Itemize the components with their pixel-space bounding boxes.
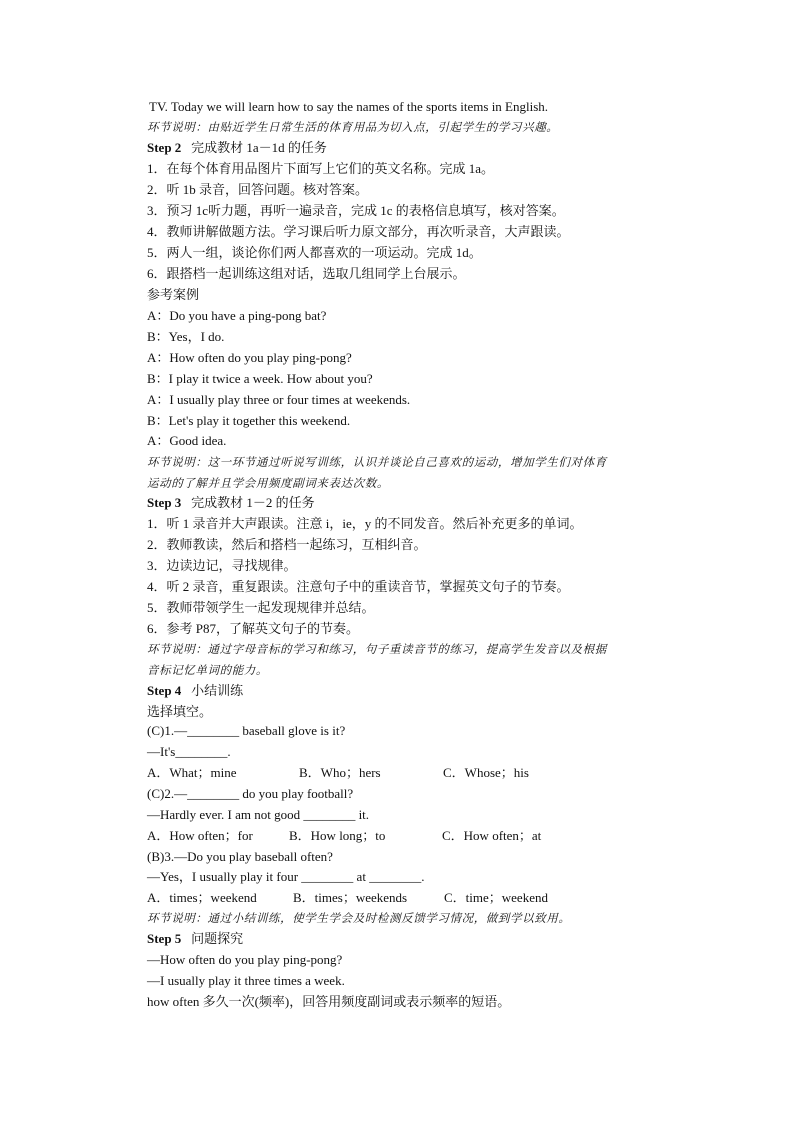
step-3-item-1: 1．听 1 录音并大声跟读。注意 i，ie，y 的不同发音。然后补充更多的单词。	[147, 516, 583, 531]
case-title: 参考案例	[147, 287, 200, 302]
step-3-item-4: 4．听 2 录音，重复跟读。注意句子中的重读音节，掌握英文句子的节奏。	[147, 579, 570, 594]
step-3-item-3: 3．边读边记，寻找规律。	[147, 558, 297, 573]
question-2-option-c: C．How often；at	[442, 828, 542, 843]
step-2-item-4: 4．教师讲解做题方法。学习课后听力原文部分，再次听录音，大声跟读。	[147, 224, 570, 239]
question-3: (B)3.—Do you play baseball often?	[147, 849, 333, 864]
step-5-title: 问题探究	[191, 931, 244, 946]
step-3-heading	[147, 494, 315, 512]
step-2-heading	[147, 139, 327, 157]
step-3-label: Step 3	[147, 495, 182, 510]
step-2-item-6: 6．跟搭档一起训练这组对话，选取几组同学上台展示。	[147, 266, 466, 281]
question-1-option-c: C．Whose；his	[443, 765, 529, 780]
section-note-2b: 运动的了解并且学会用频度副词来表达次数。	[147, 478, 389, 490]
step-5-line-1: —How often do you play ping-pong?	[147, 952, 343, 967]
intro-tail-text: TV. Today we will learn how to say the names of the sports items in English.	[149, 99, 549, 114]
step-2-label: Step 2	[147, 140, 182, 155]
question-2-option-b: B．How long；to	[289, 828, 386, 843]
step-3-title: 完成教材 1－2 的任务	[191, 495, 315, 510]
dialogue-line-1: A：Do you have a ping-pong bat?	[147, 308, 327, 323]
step-3-item-5: 5．教师带领学生一起发现规律并总结。	[147, 600, 375, 615]
step-2-item-3: 3．预习 1c听力题，再听一遍录音，完成 1c 的表格信息填写，核对答案。	[147, 203, 565, 218]
question-2: (C)2.—________ do you play football?	[147, 786, 354, 801]
section-note-1: 环节说明：由贴近学生日常生活的体育用品为切入点，引起学生的学习兴趣。	[147, 122, 559, 134]
step-2-item-2: 2．听 1b 录音，回答问题。核对答案。	[147, 182, 369, 197]
step-2-item-1: 1．在每个体育用品图片下面写上它们的英文名称。完成 1a。	[147, 161, 495, 176]
question-3-option-c: C．time；weekend	[444, 890, 548, 905]
dialogue-line-7: A：Good idea.	[147, 433, 227, 448]
dialogue-line-3: A：How often do you play ping-pong?	[147, 350, 352, 365]
section-note-3a: 环节说明：通过字母音标的学习和练习，句子重读音节的练习，提高学生发音以及根据	[147, 644, 607, 656]
step-4-heading	[147, 682, 243, 700]
step-5-line-3: how often 多久一次(频率)，回答用频度副词或表示频率的短语。	[147, 994, 511, 1009]
dialogue-line-6: B：Let's play it together this weekend.	[147, 413, 351, 428]
question-1-option-a: A．What；mine	[147, 765, 237, 780]
question-2-option-a: A．How often；for	[147, 828, 253, 843]
question-3-option-b: B．times；weekends	[293, 890, 408, 905]
step-5-label: Step 5	[147, 931, 182, 946]
step-4-label: Step 4	[147, 683, 182, 698]
question-1-option-b: B．Who；hers	[299, 765, 381, 780]
step-3-item-6: 6．参考 P87，了解英文句子的节奏。	[147, 621, 359, 636]
question-2-line-2: —Hardly ever. I am not good ________ it.	[147, 807, 370, 822]
step-3-item-2: 2．教师教读，然后和搭档一起练习，互相纠音。	[147, 537, 427, 552]
section-note-3b: 音标记忆单词的能力。	[147, 665, 268, 677]
question-1: (C)1.—________ baseball glove is it?	[147, 723, 346, 738]
step-4-title: 小结训练	[191, 683, 244, 698]
step-5-heading	[147, 930, 243, 948]
dialogue-line-4: B：I play it twice a week. How about you?	[147, 371, 373, 386]
step-2-item-5: 5．两人一组，谈论你们两人都喜欢的一项运动。完成 1d。	[147, 245, 482, 260]
step-4-instruction: 选择填空。	[147, 704, 213, 719]
question-3-line-2: —Yes，I usually play it four ________ at ________.	[147, 869, 425, 884]
section-note-2a: 环节说明：这一环节通过听说写训练，认识并谈论自己喜欢的运动，增加学生们对体育	[147, 457, 607, 469]
step-5-line-2: —I usually play it three times a week.	[147, 973, 345, 988]
dialogue-line-2: B：Yes，I do.	[147, 329, 225, 344]
section-note-4: 环节说明：通过小结训练，使学生学会及时检测反馈学习情况，做到学以致用。	[147, 913, 571, 925]
step-2-title: 完成教材 1a－1d 的任务	[191, 140, 327, 155]
question-1-line-2: —It's________.	[147, 744, 231, 759]
question-3-option-a: A．times；weekend	[147, 890, 257, 905]
dialogue-line-5: A：I usually play three or four times at weekends.	[147, 392, 411, 407]
